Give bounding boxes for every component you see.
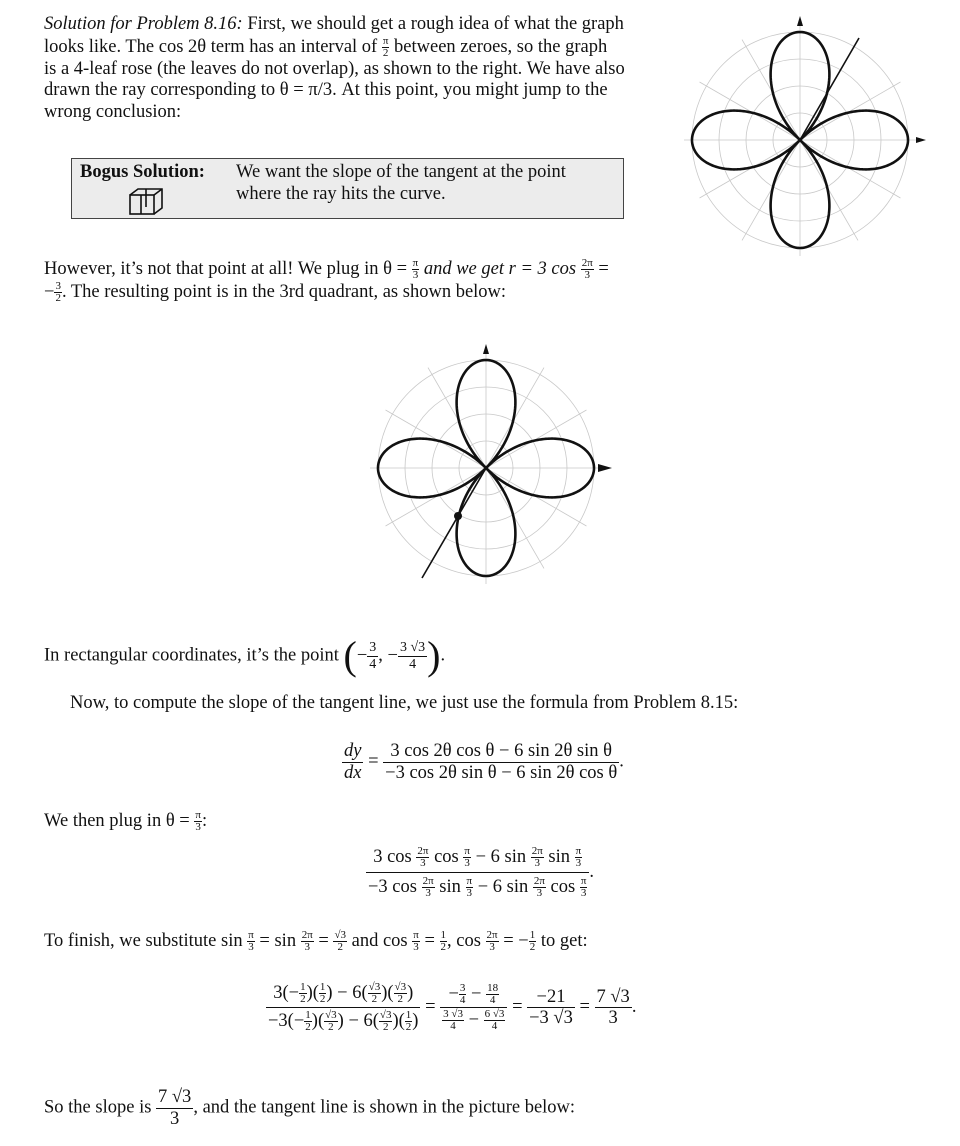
three-fourths: $\frac{3}{4}$	[369, 639, 377, 672]
three-halves: $\frac{3}{2}$	[55, 280, 61, 304]
ray-third-quadrant	[422, 468, 486, 578]
rect-coords-line: In rectangular coordinates, it’s the point (− $\frac{3}{4}$ , − $\frac{3 √3}{4}$ ).	[44, 633, 446, 678]
two-pi-over-3: $\frac{2\pi}{3}$	[581, 257, 593, 281]
intro-line-4: drawn the ray corresponding to θ = π/3. At this point, you might jump to the	[44, 80, 608, 100]
bogus-text: We want the slope of the tangent at the point where the ray hits the curve.	[236, 162, 566, 204]
however-paragraph	[44, 258, 664, 304]
intro-line-2: looks like. The cos 2θ term has an interval of $\frac{\pi}{2}$ between zeroes, so the graph	[44, 34, 608, 59]
tangent-intro: Now, to compute the slope of the tangent line, we just use the formula from Problem 8.15:	[70, 693, 739, 713]
final-frac-1: 3(− $\frac{1}{2}$ )( $\frac{1}{2}$ ) − 6( $\frac{√3}{2}$ )( $\frac{√3}{2}$ ) −3(− $\frac{1}{2}$ )( $\frac{√3}{2}$ ) − 6( $\frac{√3}{2}$ )( $\frac{1}{2}$ )	[268, 981, 419, 1033]
plugged-expression: 3 cos $\frac{2\pi}{3}$ cos $\frac{\pi}{3}$ − 6 sin $\frac{2\pi}{3}$ sin $\frac{\pi}{3}$ −3 cos $\frac{2\pi}{3}$ sin $\frac{\pi}{3}$ − 6 sin $\frac{2\pi}{3}$ cos $\frac{\pi}{3}$ .	[368, 845, 595, 899]
pi-over-3: $\frac{\pi}{3}$	[412, 257, 419, 281]
solution-heading: Solution for Problem 8.16:	[44, 14, 243, 34]
substitute-line: To finish, we substitute sin $\frac{\pi}{3}$ = sin $\frac{2\pi}{3}$ = $\frac{√3}{2}$ and cos $\frac{\pi}{3}$ = $\frac{1}{2}$ , cos $\frac{2\pi}{3}$ = − $\frac{1}{2}$ to get:	[44, 929, 588, 953]
final-frac-2: − $\frac{3}{4}$ − $\frac{18}{4}$ $\frac{3 √3}{4}$ − $\frac{6 √3}{4}$	[440, 983, 507, 1032]
slope-value: $\frac{7 √3}{3}$	[158, 1087, 192, 1129]
bogus-label: Bogus Solution:	[80, 162, 205, 182]
intro-line-1: Solution for Problem 8.16: First, we should get a rough idea of what the graph	[44, 14, 624, 34]
dy-dx: $\frac{dy}{dx}$	[344, 741, 362, 783]
three-sqrt3-over-4: $\frac{3 √3}{4}$	[399, 639, 426, 672]
slope-result-line: So the slope is $\frac{7 √3}{3}$ , and the tangent line is shown in the picture below:	[44, 1087, 576, 1129]
final-frac-3: $\frac{-21}{-3 √3}$	[529, 986, 573, 1028]
slope-formula: $\frac{dy}{dx}$ = $\frac{\text{3 cos 2θ cos θ − 6 sin 2θ sin θ}}{\text{−3 cos 2θ sin θ − 6 sin 2θ cos θ}}$ .	[344, 741, 624, 783]
intro-line-3: is a 4-leaf rose (the leaves do not overlap), as shown to the right. We have also	[44, 58, 625, 79]
plug-line: We then plug in θ = $\frac{\pi}{3}$ :	[44, 809, 208, 833]
however-line-2: − $\frac{3}{2}$ . The resulting point is in the 3rd quadrant, as shown below:	[44, 280, 507, 304]
intro-line-5: wrong conclusion:	[44, 101, 182, 122]
final-frac-4: $\frac{7 √3}{3}$	[596, 986, 630, 1028]
x-axis-arrow-icon-mid	[598, 464, 612, 472]
rose-graph-top	[672, 12, 928, 268]
however-line-1: However, it’s not that point at all! We plug in θ = $\frac{\pi}{3}$ and we get r = 3 cos $\frac{2\pi}{3}$ =	[44, 257, 609, 281]
rose-graph-middle	[358, 340, 614, 596]
y-axis-arrow-icon	[797, 16, 803, 26]
intro-paragraph	[44, 14, 664, 123]
broken-box-icon	[127, 187, 167, 217]
x-axis-arrow-icon	[916, 137, 926, 143]
pi-over-2: $\frac{\pi}{2}$	[382, 34, 389, 59]
y-axis-arrow-icon-mid	[483, 344, 489, 354]
ray-pi-over-3-top	[800, 38, 859, 140]
final-expression: 3(− $\frac{1}{2}$ )( $\frac{1}{2}$ ) − 6( $\frac{√3}{2}$ )( $\frac{√3}{2}$ ) −3(− $\frac{1}{2}$ )( $\frac{√3}{2}$ ) − 6( $\frac{√3}{2}$ )( $\frac{1}{2}$ ) = − $\frac{3}{4}$ − $\frac{18}{4}$ $\frac{3 √3}{4}$ − $\frac{6 √3}{4}$ = $\frac{-21}{-3 √3}$ = $\frac{7 √3}{3}$ .	[268, 981, 637, 1033]
formula-fraction: $\frac{\text{3 cos 2θ cos θ − 6 sin 2θ sin θ}}{\text{−3 cos 2θ sin θ − 6 sin 2θ cos θ}}$	[385, 741, 618, 783]
point-marker	[454, 512, 462, 520]
bogus-solution-box	[71, 158, 624, 219]
